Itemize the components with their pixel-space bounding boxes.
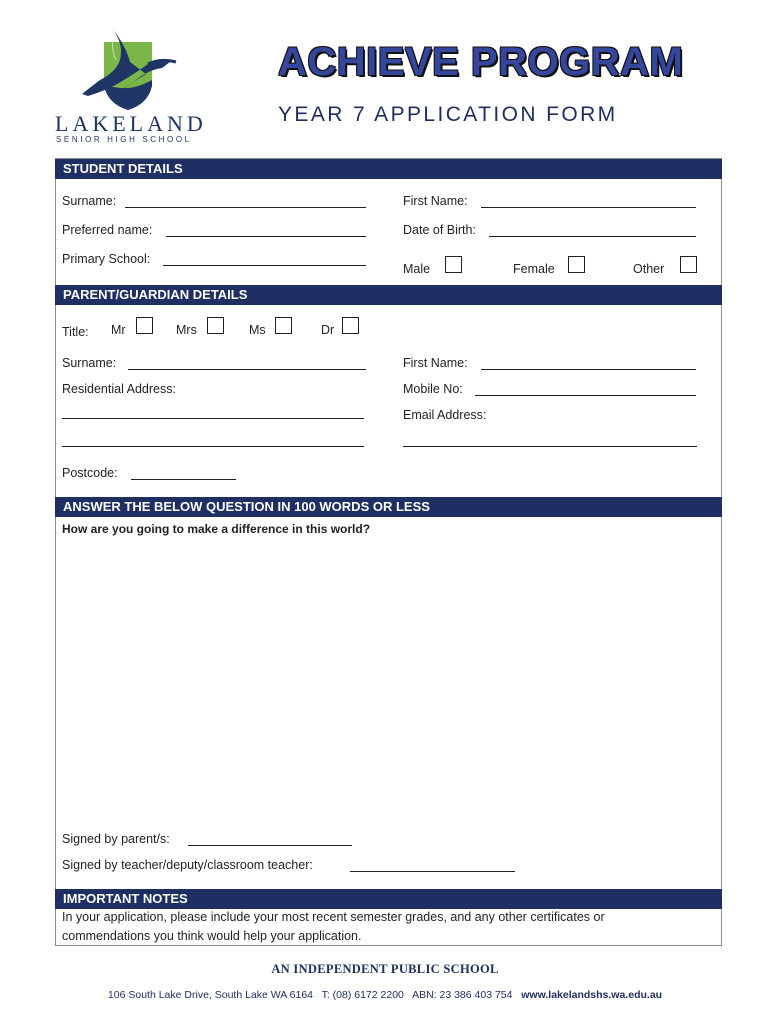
notes-line-1: In your application, please include your most recent semester grades, and any other certificates or <box>62 910 605 924</box>
male-checkbox[interactable] <box>445 256 462 273</box>
logo-subtitle: SENIOR HIGH SCHOOL <box>56 135 192 144</box>
preferred-name-label: Preferred name: <box>62 223 153 237</box>
parent-title-label: Title: <box>62 325 89 339</box>
parent-surname-field[interactable] <box>128 369 366 370</box>
postcode-field[interactable] <box>131 479 236 480</box>
page-title: ACHIEVE PROGRAM <box>278 40 684 84</box>
question-heading: ANSWER THE BELOW QUESTION IN 100 WORDS OR LESS <box>55 497 722 517</box>
dob-label: Date of Birth: <box>403 223 476 237</box>
dr-label: Dr <box>321 323 335 337</box>
footer-abn: ABN: 23 386 403 754 <box>412 989 513 1001</box>
signed-parent-field[interactable] <box>188 845 352 846</box>
female-label: Female <box>513 262 555 276</box>
primary-school-field[interactable] <box>163 265 366 266</box>
student-details-heading: STUDENT DETAILS <box>55 159 722 179</box>
footer-school-type: AN INDEPENDENT PUBLIC SCHOOL <box>271 962 499 976</box>
other-checkbox[interactable] <box>680 256 697 273</box>
email-label: Email Address: <box>403 408 487 422</box>
male-label: Male <box>403 262 431 276</box>
mrs-label: Mrs <box>176 323 197 337</box>
dob-field[interactable] <box>489 236 696 237</box>
page-subtitle: YEAR 7 APPLICATION FORM <box>278 103 618 126</box>
parent-surname-label: Surname: <box>62 356 117 370</box>
footer-address: 106 South Lake Drive, South Lake WA 6164 <box>107 989 313 1001</box>
ms-checkbox[interactable] <box>275 317 292 334</box>
notes-heading: IMPORTANT NOTES <box>55 889 722 909</box>
preferred-name-field[interactable] <box>166 236 366 237</box>
ms-label: Ms <box>249 323 266 337</box>
dr-checkbox[interactable] <box>342 317 359 334</box>
parent-first-name-field[interactable] <box>481 369 696 370</box>
logo-name: LAKELAND <box>55 111 207 136</box>
postcode-label: Postcode: <box>62 466 118 480</box>
answer-area[interactable] <box>62 540 712 825</box>
primary-school-label: Primary School: <box>62 252 151 266</box>
footer-website-link[interactable]: www.lakelandshs.wa.edu.au <box>521 989 663 1001</box>
parent-first-name-label: First Name: <box>403 356 468 370</box>
other-label: Other <box>633 262 665 276</box>
address-line-1-field[interactable] <box>62 418 364 419</box>
footer-phone: T: (08) 6172 2200 <box>321 989 404 1001</box>
mr-label: Mr <box>111 323 126 337</box>
mobile-field[interactable] <box>475 395 696 396</box>
student-surname-label: Surname: <box>62 194 117 208</box>
question-text: How are you going to make a difference in this world? <box>62 522 371 536</box>
footer-contact <box>0 989 770 1001</box>
address-line-2-field[interactable] <box>62 446 364 447</box>
mrs-checkbox[interactable] <box>207 317 224 334</box>
mobile-label: Mobile No: <box>403 382 463 396</box>
notes-line-2: commendations you think would help your application. <box>62 929 362 943</box>
student-surname-field[interactable] <box>125 207 366 208</box>
signed-teacher-field[interactable] <box>350 871 515 872</box>
mr-checkbox[interactable] <box>136 317 153 334</box>
student-first-name-field[interactable] <box>481 207 696 208</box>
student-first-name-label: First Name: <box>403 194 468 208</box>
email-field[interactable] <box>403 446 697 447</box>
signed-parent-label: Signed by parent/s: <box>62 832 170 846</box>
female-checkbox[interactable] <box>568 256 585 273</box>
signed-teacher-label: Signed by teacher/deputy/classroom teacher: <box>62 858 313 872</box>
parent-details-heading: PARENT/GUARDIAN DETAILS <box>55 285 722 305</box>
residential-address-label: Residential Address: <box>62 382 176 396</box>
